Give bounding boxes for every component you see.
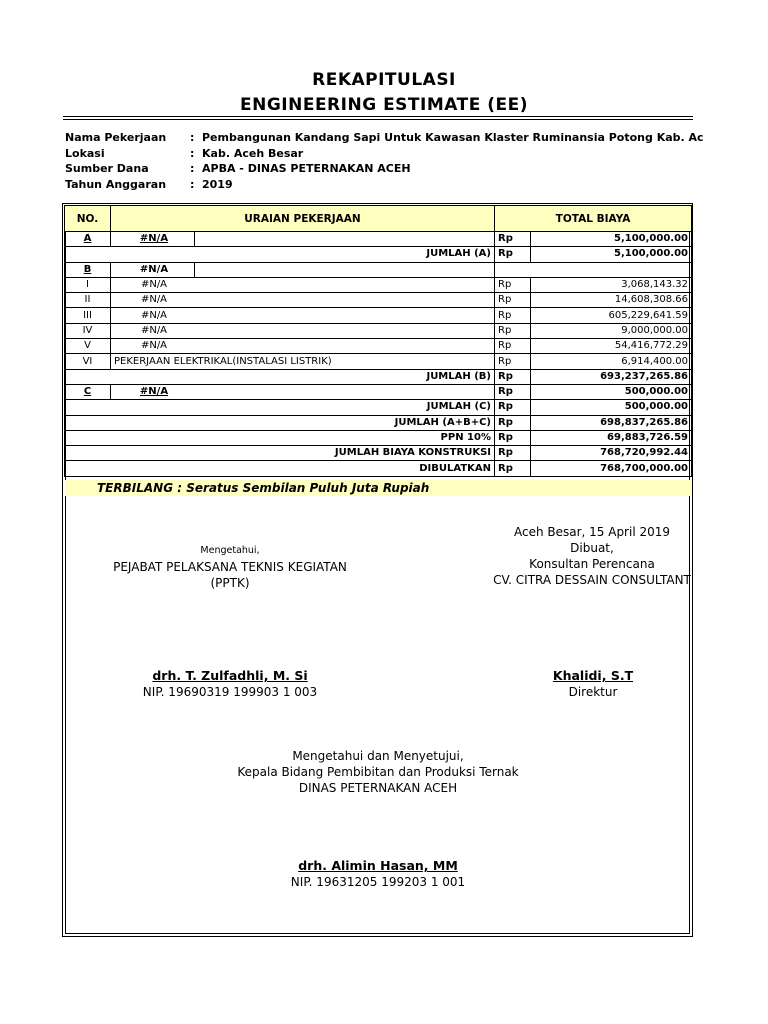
table-row-dibulatkan: DIBULATKAN Rp 768,700,000.00: [65, 461, 692, 476]
terbilang-bar: [65, 480, 692, 496]
signer-nip-pptk: NIP. 19690319 199903 1 003: [142, 685, 318, 699]
table-row: II #N/A Rp 14,608,308.66: [65, 293, 692, 308]
table-row-ppn: PPN 10% Rp 69,883,726.59: [65, 430, 692, 445]
signer-position-consultant: Direktur: [568, 685, 618, 699]
table-row-total-abc: JUMLAH (A+B+C) Rp 698,837,265.86: [65, 415, 692, 430]
title-rule-bottom: [63, 119, 693, 120]
page-title-line1: REKAPITULASI: [312, 70, 456, 90]
table-row-jumlah-b: JUMLAH (B) Rp 693,237,265.86: [65, 369, 692, 384]
signer-name-kabid: drh. Alimin Hasan, MM: [298, 858, 458, 873]
table-row: VI PEKERJAAN ELEKTRIKAL(INSTALASI LISTRIK) Rp 6,914,400.00: [65, 354, 692, 369]
terbilang-text: TERBILANG : Seratus Sembilan Puluh Juta Rupiah: [97, 481, 430, 495]
info-row-sumber: Sumber Dana : APBA - DINAS PETERNAKAN ACEH: [65, 162, 411, 175]
project-info: [65, 130, 704, 192]
table-row: III #N/A Rp 605,229,641.59: [65, 308, 692, 323]
title-rule-top: [63, 116, 693, 117]
signer-name-pptk: drh. T. Zulfadhli, M. Si: [152, 668, 308, 683]
signature-consultant: Aceh Besar, 15 April 2019 Dibuat, Konsultan Perencana CV. CITRA DESSAIN CONSULTANT: [490, 524, 694, 588]
place-date: Aceh Besar, 15 April 2019: [513, 525, 671, 539]
info-row-tahun: Tahun Anggaran : 2019: [65, 177, 233, 191]
signer-pptk: [110, 667, 350, 701]
header-no: NO.: [65, 206, 111, 232]
table-row-section-b: B #N/A: [65, 262, 692, 277]
table-row: IV #N/A Rp 9,000,000.00: [65, 323, 692, 338]
estimate-table: [64, 205, 692, 477]
table-row-jumlah-c: JUMLAH (C) Rp 500,000.00: [65, 400, 692, 415]
signer-nip-kabid: NIP. 19631205 199203 1 001: [290, 875, 466, 889]
table-row: I #N/A Rp 3,068,143.32: [65, 277, 692, 292]
table-row: V #N/A Rp 54,416,772.29: [65, 339, 692, 354]
signer-consultant: [493, 667, 693, 701]
table-row-konstruksi: JUMLAH BIAYA KONSTRUKSI Rp 768,720,992.44: [65, 446, 692, 461]
signer-name-consultant: Khalidi, S.T: [552, 668, 634, 683]
table-header: [65, 206, 692, 232]
signature-kabid: Mengetahui dan Menyetujui, Kepala Bidang Pembibitan dan Produksi Ternak DINAS PETERNAKAN ACEH: [237, 749, 519, 795]
info-row-lokasi: Lokasi : Kab. Aceh Besar: [65, 146, 304, 160]
header-uraian: URAIAN PEKERJAAN: [111, 206, 495, 232]
page-title-line2: ENGINEERING ESTIMATE (EE): [239, 95, 528, 115]
info-row-nama: Nama Pekerjaan : Pembangunan Kandang Sapi Untuk Kawasan Klaster Ruminansia Potong Kab. Ac: [65, 131, 704, 144]
table-row-jumlah-a: JUMLAH (A) Rp 5,100,000.00: [65, 247, 692, 262]
signer-kabid: [178, 857, 578, 891]
table-row-section-a: A #N/A Rp 5,100,000.00: [65, 232, 692, 247]
signature-pptk: Mengetahui, PEJABAT PELAKSANA TEKNIS KEGIATAN (PPTK): [113, 545, 347, 590]
table-row-section-c: C #N/A Rp 500,000.00: [65, 384, 692, 399]
header-total: TOTAL BIAYA: [495, 206, 692, 232]
